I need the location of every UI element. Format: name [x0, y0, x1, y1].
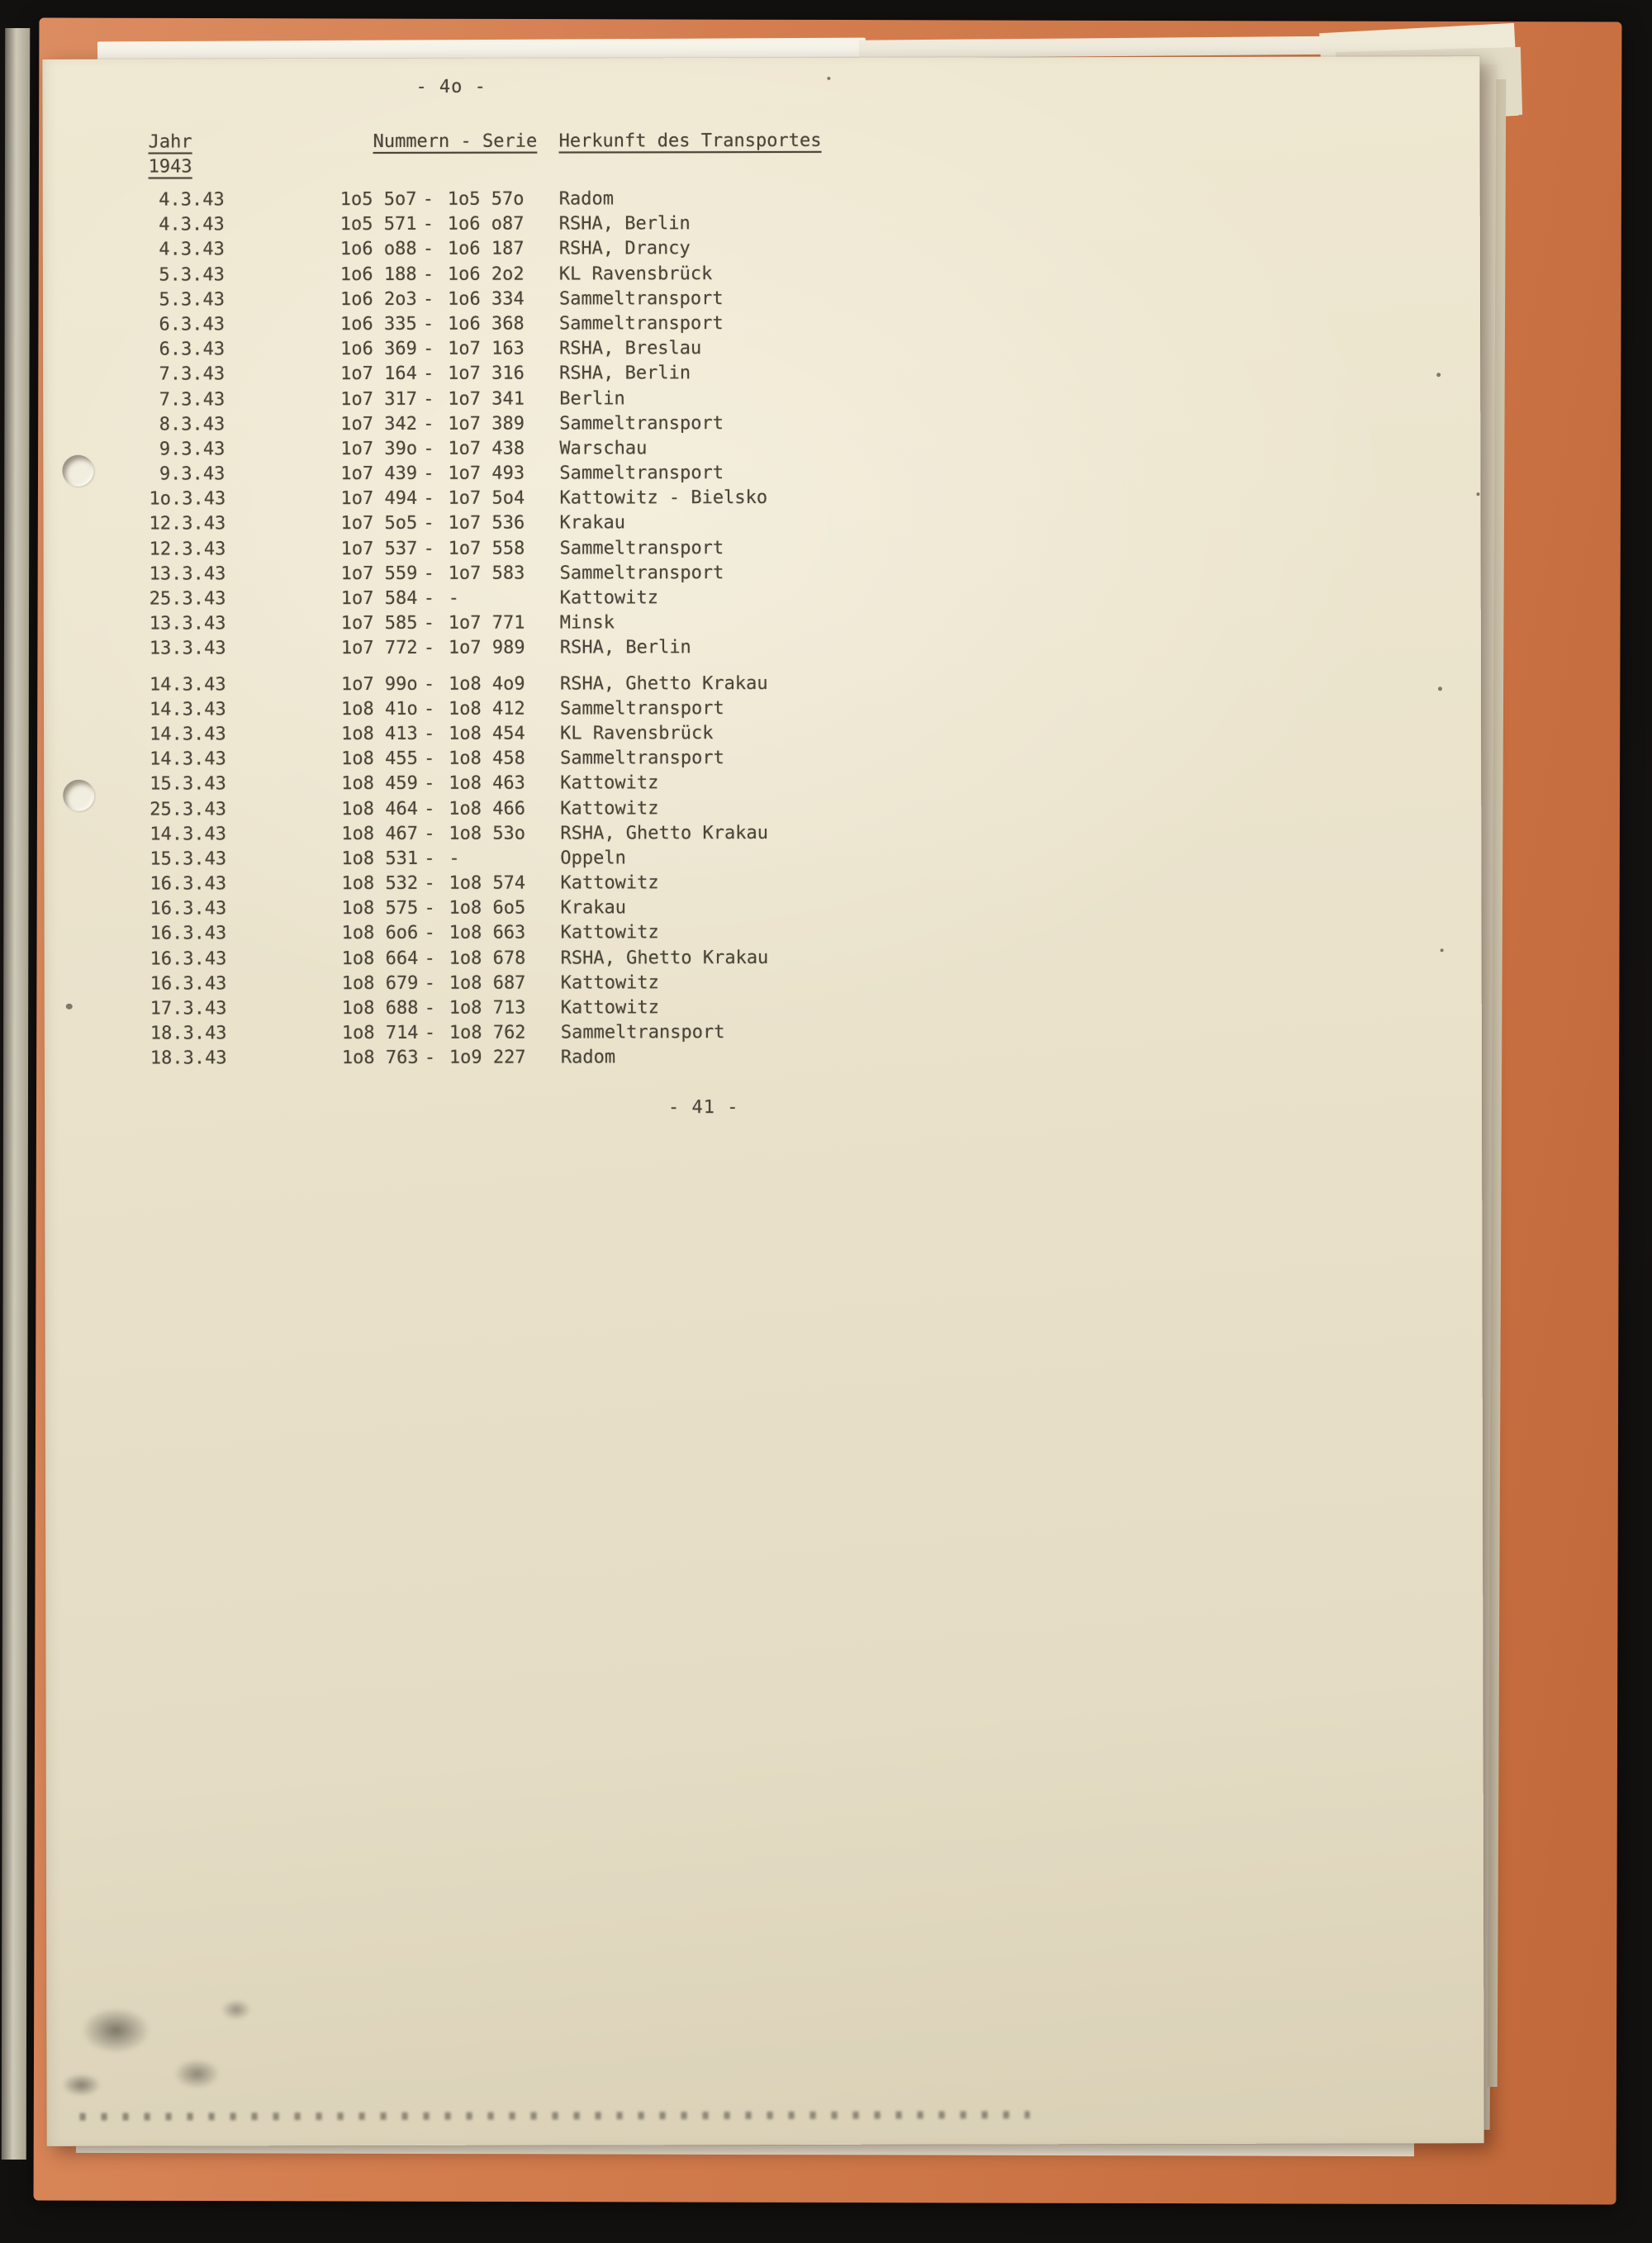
row-number-from: 1o8 467: [341, 823, 419, 844]
row-date: 16.3.43: [150, 973, 227, 995]
row-number-to: 1o7 771: [448, 612, 525, 634]
table-row: [150, 1019, 1439, 1046]
row-number-from: 1o8 679: [341, 972, 419, 994]
row-date: 6.3.43: [159, 314, 225, 335]
row-number-separator: -: [424, 872, 435, 894]
row-number-to: 1o8 53o: [449, 823, 526, 844]
row-number-separator: -: [423, 563, 434, 584]
row-date: 9.3.43: [159, 439, 225, 460]
row-number-separator: -: [422, 188, 434, 210]
table-row: [150, 869, 1438, 896]
row-number-from: 1o6 369: [340, 339, 417, 360]
table-row: [149, 260, 1437, 288]
punch-hole: [63, 780, 94, 811]
row-number-to: 1o8 663: [449, 923, 526, 944]
book-spine-edge: [2, 28, 31, 2160]
row-number-from: 1o6 335: [340, 313, 417, 335]
table-row: [150, 820, 1438, 847]
row-origin: Radom: [560, 1047, 616, 1068]
row-number-from: 1o8 575: [341, 898, 419, 920]
row-number-separator: -: [424, 823, 435, 844]
row-number-from: 1o8 41o: [340, 698, 418, 720]
row-number-separator: -: [423, 438, 434, 459]
row-date: 18.3.43: [150, 1048, 227, 1069]
row-number-to: 1o8 466: [449, 798, 526, 820]
row-number-separator: -: [423, 587, 435, 609]
row-number-from: 1o7 585: [340, 613, 418, 634]
row-number-from: 1o6 188: [339, 264, 417, 285]
row-number-to: 1o6 187: [447, 238, 525, 260]
row-number-to: 1o8 678: [449, 948, 526, 969]
row-number-separator: -: [423, 313, 434, 335]
row-number-separator: -: [424, 723, 435, 744]
row-number-from: 1o7 164: [340, 364, 417, 385]
row-number-separator: -: [423, 638, 435, 659]
row-number-to: 1o7 316: [448, 363, 525, 385]
row-origin: Warschau: [559, 438, 648, 459]
row-origin: Kattowitz: [560, 872, 659, 894]
row-origin: RSHA, Breslau: [559, 338, 702, 359]
header-year-label: Jahr: [148, 131, 192, 153]
row-number-to: 1o7 438: [448, 438, 525, 459]
row-number-from: 1o7 342: [340, 413, 418, 435]
row-number-separator: -: [424, 748, 435, 769]
row-date: 8.3.43: [159, 414, 225, 435]
table-row: [149, 185, 1437, 212]
row-number-to: 1o8 463: [449, 772, 525, 795]
row-number-to: 1o7 341: [448, 388, 525, 410]
row-origin: Sammeltransport: [559, 697, 724, 720]
table-row: [150, 720, 1438, 747]
row-number-to: -: [448, 587, 460, 609]
row-date: 14.3.43: [150, 748, 226, 770]
row-number-separator: -: [423, 613, 435, 634]
ink-streak: [80, 2111, 1030, 2120]
row-number-to: 1o8 713: [449, 997, 526, 1019]
table-row: [150, 695, 1438, 722]
row-number-from: 1o6 2o3: [339, 288, 417, 310]
row-origin: RSHA, Berlin: [559, 363, 691, 384]
row-number-from: 1o5 571: [339, 214, 417, 235]
row-origin: Sammeltransport: [559, 537, 724, 559]
row-number-from: 1o8 763: [341, 1048, 419, 1069]
row-date: 16.3.43: [150, 923, 227, 944]
row-date: 13.3.43: [149, 563, 226, 585]
row-number-separator: -: [423, 338, 434, 359]
row-number-separator: -: [422, 264, 434, 285]
table-row: [149, 285, 1437, 312]
row-number-from: 1o7 584: [340, 587, 418, 610]
row-date: 12.3.43: [149, 513, 226, 535]
row-number-from: 1o8 664: [341, 948, 419, 969]
row-number-to: 1o8 762: [449, 1022, 526, 1043]
row-number-from: 1o7 537: [340, 538, 418, 559]
row-number-from: 1o8 6o6: [341, 923, 419, 944]
row-number-to: 1o8 4o9: [448, 673, 525, 695]
row-origin: Kattowitz: [560, 797, 659, 820]
row-number-to: 1o5 57o: [447, 188, 525, 210]
table-row: [150, 1044, 1439, 1072]
row-number-from: 1o7 39o: [340, 438, 418, 459]
row-origin: RSHA, Ghetto Krakau: [559, 672, 768, 695]
row-number-to: 1o7 163: [448, 338, 525, 359]
row-origin: Krakau: [560, 897, 627, 919]
row-date: 17.3.43: [150, 998, 227, 1019]
row-number-separator: -: [423, 673, 435, 695]
row-number-to: -: [449, 848, 460, 869]
table-row: [150, 895, 1438, 922]
row-number-from: 1o7 559: [340, 563, 418, 584]
table-row: [150, 744, 1438, 772]
row-number-to: 1o8 454: [449, 723, 525, 744]
row-origin: KL Ravensbrück: [558, 263, 713, 285]
ink-smudge: [46, 1975, 278, 2112]
row-date: 15.3.43: [150, 773, 226, 795]
row-number-separator: -: [423, 413, 434, 435]
row-date: 14.3.43: [150, 724, 226, 745]
row-number-to: 1o6 2o2: [447, 264, 525, 285]
row-number-separator: -: [423, 364, 434, 385]
table-row: [150, 670, 1438, 697]
ink-speck: [1441, 948, 1444, 952]
row-date: 12.3.43: [149, 538, 226, 560]
row-date: 7.3.43: [159, 364, 225, 385]
document-page: [42, 56, 1483, 2146]
row-origin: Sammeltransport: [560, 748, 724, 769]
page-number-bottom: - 41 -: [667, 1097, 739, 1119]
row-origin: Sammeltransport: [558, 288, 724, 310]
row-number-separator: -: [424, 773, 435, 795]
row-origin: Kattowitz: [560, 922, 659, 943]
transport-table-body: [149, 178, 1439, 1072]
row-origin: Sammeltransport: [559, 412, 724, 435]
table-row: [150, 634, 1438, 662]
ink-speck: [1438, 687, 1442, 691]
row-number-separator: -: [424, 798, 435, 820]
row-origin: Kattowitz: [560, 772, 659, 794]
table-row: [149, 360, 1437, 387]
row-date: 25.3.43: [149, 588, 226, 610]
row-number-from: 1o8 459: [341, 773, 418, 795]
row-date: 16.3.43: [150, 873, 227, 895]
row-number-from: 1o7 439: [340, 463, 418, 485]
row-number-from: 1o6 o88: [339, 239, 417, 260]
row-number-separator: -: [424, 997, 436, 1019]
row-date: 14.3.43: [149, 673, 226, 696]
row-number-separator: -: [424, 848, 435, 869]
ink-speck: [66, 1004, 73, 1010]
table-row: [149, 435, 1437, 462]
row-number-from: 1o7 5o5: [340, 513, 418, 535]
table-row: [149, 210, 1437, 237]
table-row: [150, 510, 1438, 537]
row-number-to: 1o7 536: [448, 513, 525, 535]
row-origin: Berlin: [559, 387, 625, 410]
row-origin: Kattowitz - Bielsko: [559, 487, 768, 509]
row-date: 18.3.43: [150, 1023, 227, 1044]
row-date: 16.3.43: [150, 898, 227, 920]
row-number-to: 1o7 583: [448, 563, 525, 584]
row-number-separator: -: [422, 288, 434, 310]
row-number-separator: -: [423, 388, 434, 410]
row-number-to: 1o8 574: [449, 872, 526, 894]
row-date: 7.3.43: [159, 388, 225, 411]
ink-speck: [827, 77, 830, 80]
row-date: 9.3.43: [159, 463, 225, 485]
table-row: [150, 770, 1438, 797]
row-number-from: 1o8 714: [341, 1023, 419, 1044]
row-origin: RSHA, Ghetto Krakau: [560, 822, 769, 844]
row-number-to: 1o6 334: [447, 288, 525, 310]
row-number-separator: -: [424, 898, 435, 920]
row-number-to: 1o7 389: [448, 413, 525, 435]
page-number-top: - 4o -: [415, 76, 487, 97]
row-date: 6.3.43: [159, 339, 225, 360]
row-number-to: 1o6 o87: [447, 213, 525, 235]
row-origin: Sammeltransport: [559, 313, 724, 335]
table-row: [150, 969, 1439, 996]
row-number-from: 1o8 413: [341, 723, 418, 745]
row-number-to: 1o6 368: [448, 313, 525, 335]
row-date: 4.3.43: [159, 189, 225, 211]
row-date: 4.3.43: [159, 214, 225, 235]
row-number-from: 1o7 494: [340, 488, 418, 510]
row-number-to: 1o7 493: [448, 463, 525, 484]
header-origin-label: Herkunft des Transportes: [558, 130, 822, 152]
table-row: [149, 459, 1437, 487]
row-number-from: 1o7 317: [340, 388, 417, 410]
row-number-separator: -: [422, 239, 434, 260]
row-number-separator: -: [424, 948, 435, 969]
row-number-separator: -: [423, 698, 435, 720]
row-origin: Krakau: [559, 512, 626, 534]
table-row: [149, 235, 1437, 263]
row-number-separator: -: [423, 538, 434, 559]
row-number-to: 1o9 227: [449, 1047, 526, 1069]
table-row: [150, 844, 1438, 872]
row-origin: Sammeltransport: [559, 463, 724, 484]
row-number-separator: -: [423, 463, 434, 484]
row-origin: Kattowitz: [559, 587, 658, 609]
row-origin: KL Ravensbrück: [560, 723, 714, 744]
row-number-separator: -: [422, 214, 434, 235]
row-date: 25.3.43: [150, 798, 227, 820]
table-row: [150, 609, 1438, 636]
header-series-label: Nummern - Serie: [373, 131, 538, 152]
row-origin: RSHA, Berlin: [558, 213, 691, 235]
table-row: [150, 535, 1438, 562]
row-number-separator: -: [424, 923, 435, 944]
row-date: 4.3.43: [159, 239, 225, 260]
row-number-from: 1o7 99o: [340, 673, 418, 695]
row-number-separator: -: [424, 972, 435, 994]
punch-hole: [62, 455, 93, 487]
row-number-to: 1o8 687: [449, 972, 526, 994]
row-number-to: 1o8 412: [448, 698, 525, 720]
row-origin: Radom: [558, 188, 614, 210]
row-origin: Oppeln: [560, 848, 626, 869]
row-number-to: 1o7 5o4: [448, 487, 525, 510]
row-number-separator: -: [424, 1048, 436, 1069]
table-row: [149, 310, 1437, 337]
row-origin: Kattowitz: [560, 972, 659, 994]
row-date: 1o.3.43: [149, 488, 226, 510]
row-number-to: 1o8 458: [449, 748, 525, 769]
table-row: [149, 385, 1437, 412]
table-row: [150, 584, 1438, 611]
table-row: [150, 795, 1438, 822]
row-number-to: 1o7 989: [448, 637, 525, 659]
row-number-from: 1o5 5o7: [339, 188, 417, 211]
row-origin: Kattowitz: [560, 997, 660, 1019]
table-row: [150, 559, 1438, 587]
row-date: 14.3.43: [149, 699, 226, 720]
row-number-from: 1o7 772: [340, 638, 418, 659]
table-row: [149, 485, 1437, 512]
row-origin: Sammeltransport: [559, 562, 724, 584]
row-number-from: 1o8 532: [341, 872, 419, 895]
row-origin: RSHA, Ghetto Krakau: [560, 947, 769, 969]
row-date: 13.3.43: [149, 638, 226, 659]
ink-speck: [1436, 373, 1441, 377]
row-number-separator: -: [423, 513, 434, 535]
row-date: 15.3.43: [150, 848, 227, 870]
row-date: 5.3.43: [159, 289, 225, 311]
table-row: [149, 410, 1437, 437]
transport-table: [149, 129, 1439, 1072]
row-origin: Sammeltransport: [560, 1022, 725, 1043]
row-number-from: 1o8 531: [341, 848, 419, 869]
table-row: [150, 994, 1439, 1021]
row-origin: RSHA, Berlin: [559, 637, 691, 658]
table-row: [150, 920, 1439, 947]
table-row: [149, 335, 1437, 362]
ink-speck: [1476, 492, 1479, 496]
row-origin: Minsk: [559, 612, 615, 634]
row-number-from: 1o8 455: [341, 748, 418, 770]
typed-content: [42, 56, 1483, 2146]
table-header: [149, 129, 1437, 181]
row-date: 16.3.43: [150, 948, 227, 970]
row-date: 14.3.43: [150, 824, 227, 845]
row-date: 13.3.43: [149, 613, 226, 634]
row-number-from: 1o8 688: [341, 997, 419, 1019]
row-number-to: 1o8 6o5: [449, 897, 526, 920]
row-origin: RSHA, Drancy: [558, 238, 691, 259]
table-row: [150, 944, 1439, 972]
row-number-from: 1o8 464: [341, 798, 419, 820]
row-date: 5.3.43: [159, 264, 225, 286]
header-year-value: 1943: [148, 156, 192, 178]
row-number-separator: -: [424, 1023, 436, 1044]
row-number-separator: -: [423, 488, 434, 510]
row-number-to: 1o7 558: [448, 538, 525, 559]
